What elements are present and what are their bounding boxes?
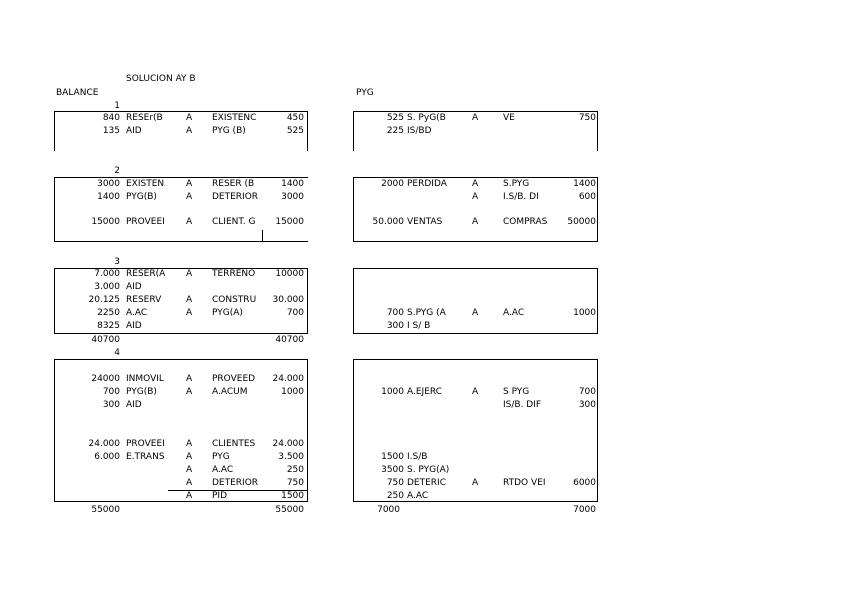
balance-row-contra: PID bbox=[212, 491, 228, 501]
balance-total-left: 55000 bbox=[91, 505, 120, 515]
balance-row-value: 24.000 bbox=[272, 374, 304, 384]
balance-row-amount: 7.000 bbox=[94, 269, 120, 279]
balance-row-account: PROVEEI bbox=[126, 439, 165, 449]
balance-row-amount: 300 bbox=[102, 400, 120, 410]
balance-row-value: 1500 bbox=[281, 491, 304, 501]
balance-row-amount: 840 bbox=[102, 113, 120, 123]
pyg-row-value: 1400 bbox=[573, 179, 596, 189]
balance-row-amount: 8325 bbox=[97, 321, 120, 331]
pyg-row-amount: 3500 bbox=[381, 465, 404, 475]
pyg-row-amount: 50.000 bbox=[372, 217, 404, 227]
balance-row-value: 700 bbox=[286, 308, 304, 318]
balance-row-value: 30.000 bbox=[272, 295, 304, 305]
pyg-row-contra: S.PYG bbox=[503, 179, 530, 189]
pyg-row-a: A bbox=[472, 217, 479, 227]
balance-row-contra: PYG(A) bbox=[212, 308, 243, 318]
section-number: 4 bbox=[114, 348, 120, 358]
balance-row-a: A bbox=[186, 387, 193, 397]
balance-row-amount: 1400 bbox=[97, 192, 120, 202]
pyg-row-account: I S/ B bbox=[407, 321, 431, 331]
pyg-row-account: S.PYG (A bbox=[407, 308, 446, 318]
balance-row-contra: RESER (B bbox=[212, 179, 255, 189]
balance-row-a: A bbox=[186, 465, 193, 475]
balance-row-amount: 6.000 bbox=[94, 452, 120, 462]
sheet-title: SOLUCION AY B bbox=[126, 74, 196, 84]
balance-row-contra: A.ACUM bbox=[212, 387, 248, 397]
balance-row-contra: CONSTRU bbox=[212, 295, 257, 305]
balance-row-account: AID bbox=[126, 282, 142, 292]
balance-row-contra: TERRENO bbox=[212, 269, 256, 279]
pyg-row-account: A.AC bbox=[407, 491, 429, 501]
pyg-row-value: 600 bbox=[578, 192, 596, 202]
balance-row-amount: 3000 bbox=[97, 179, 120, 189]
balance-row-a: A bbox=[186, 217, 193, 227]
pyg-row-contra: VE bbox=[503, 113, 515, 123]
pyg-row-contra: RTDO VEI bbox=[503, 478, 546, 488]
pyg-row-amount: 250 bbox=[386, 491, 404, 501]
pyg-row-amount: 1500 bbox=[381, 452, 404, 462]
pyg-row-account: I.S/B bbox=[407, 452, 428, 462]
pyg-row-a: A bbox=[472, 113, 479, 123]
balance-row-amount: 24.000 bbox=[88, 439, 120, 449]
pyg-row-value: 300 bbox=[578, 400, 596, 410]
balance-row-a: A bbox=[186, 269, 193, 279]
pyg-row-amount: 225 bbox=[386, 126, 404, 136]
pyg-row-account: VENTAS bbox=[407, 217, 443, 227]
balance-row-a: A bbox=[186, 491, 193, 501]
pyg-row-a: A bbox=[472, 387, 479, 397]
section-number: 1 bbox=[114, 101, 120, 111]
balance-row-value: 10000 bbox=[275, 269, 304, 279]
balance-row-a: A bbox=[186, 295, 193, 305]
balance-row-amount: 2250 bbox=[97, 308, 120, 318]
balance-total-right: 55000 bbox=[275, 505, 304, 515]
cell-border-fragment bbox=[168, 490, 308, 491]
balance-row-amount: 24000 bbox=[91, 374, 120, 384]
pyg-row-a: A bbox=[472, 192, 479, 202]
balance-row-contra: CLIENTES bbox=[212, 439, 256, 449]
pyg-row-amount: 300 bbox=[386, 321, 404, 331]
balance-row-value: 525 bbox=[286, 126, 304, 136]
balance-row-value: 3.500 bbox=[278, 452, 304, 462]
pyg-row-a: A bbox=[472, 308, 479, 318]
pyg-row-contra: I.S/B. DI bbox=[503, 192, 539, 202]
pyg-row-a: A bbox=[472, 179, 479, 189]
balance-row-account: RESEr(B bbox=[126, 113, 163, 123]
balance-row-amount: 3.000 bbox=[94, 282, 120, 292]
pyg-row-account: IS/BD bbox=[407, 126, 432, 136]
balance-row-value: 450 bbox=[286, 113, 304, 123]
pyg-row-value: 700 bbox=[578, 387, 596, 397]
balance-row-account: PROVEEI bbox=[126, 217, 165, 227]
balance-row-a: A bbox=[186, 452, 193, 462]
balance-row-account: INMOVIL bbox=[126, 374, 164, 384]
balance-row-amount: 135 bbox=[102, 126, 120, 136]
balance-row-account: PYG(B) bbox=[126, 192, 157, 202]
pyg-row-amount: 700 bbox=[386, 308, 404, 318]
pyg-row-account: A.EJERC bbox=[407, 387, 442, 397]
balance-row-account: AID bbox=[126, 321, 142, 331]
balance-total-right: 40700 bbox=[275, 335, 304, 345]
balance-row-a: A bbox=[186, 439, 193, 449]
pyg-row-amount: 750 bbox=[386, 478, 404, 488]
pyg-row-account: PERDIDA bbox=[407, 179, 447, 189]
balance-row-account: AID bbox=[126, 400, 142, 410]
balance-row-value: 24.000 bbox=[272, 439, 304, 449]
balance-row-account: EXISTEN bbox=[126, 179, 165, 189]
balance-row-value: 1000 bbox=[281, 387, 304, 397]
balance-row-contra: DETERIOR bbox=[212, 192, 259, 202]
balance-row-a: A bbox=[186, 113, 193, 123]
balance-row-account: E.TRANS bbox=[126, 452, 165, 462]
pyg-row-amount: 1000 bbox=[381, 387, 404, 397]
balance-row-contra: A.AC bbox=[212, 465, 234, 475]
pyg-row-account: S. PyG(B bbox=[407, 113, 446, 123]
balance-row-value: 250 bbox=[286, 465, 304, 475]
balance-row-amount: 700 bbox=[102, 387, 120, 397]
pyg-row-contra: IS/B. DIF bbox=[503, 400, 542, 410]
balance-row-contra: PYG bbox=[212, 452, 230, 462]
balance-row-a: A bbox=[186, 126, 193, 136]
balance-row-a: A bbox=[186, 192, 193, 202]
balance-row-value: 3000 bbox=[281, 192, 304, 202]
pyg-row-a: A bbox=[472, 478, 479, 488]
balance-row-account: RESERV bbox=[126, 295, 162, 305]
balance-row-a: A bbox=[186, 308, 193, 318]
balance-row-account: RESER(A bbox=[126, 269, 166, 279]
pyg-row-value: 6000 bbox=[573, 478, 596, 488]
balance-row-a: A bbox=[186, 179, 193, 189]
balance-row-account: PYG(B) bbox=[126, 387, 157, 397]
balance-row-account: A.AC bbox=[126, 308, 148, 318]
balance-row-value: 750 bbox=[286, 478, 304, 488]
section-number: 3 bbox=[114, 257, 120, 267]
balance-row-a: A bbox=[186, 374, 193, 384]
balance-row-contra: PROVEED bbox=[212, 374, 256, 384]
pyg-row-account: DETERIC bbox=[407, 478, 446, 488]
balance-row-a: A bbox=[186, 478, 193, 488]
balance-row-account: AID bbox=[126, 126, 142, 136]
pyg-total-left: 7000 bbox=[377, 505, 400, 515]
section-number: 2 bbox=[114, 166, 120, 176]
balance-row-contra: EXISTENC bbox=[212, 113, 257, 123]
pyg-row-contra: COMPRAS bbox=[503, 217, 548, 227]
pyg-row-contra: S PYG bbox=[503, 387, 530, 397]
pyg-row-amount: 2000 bbox=[381, 179, 404, 189]
balance-row-amount: 20.125 bbox=[88, 295, 120, 305]
pyg-total-right: 7000 bbox=[573, 505, 596, 515]
balance-row-contra: CLIENT. G bbox=[212, 217, 256, 227]
pyg-heading: PYG bbox=[356, 88, 374, 98]
balance-total-left: 40700 bbox=[91, 335, 120, 345]
cell-border-fragment bbox=[262, 230, 263, 242]
pyg-row-value: 1000 bbox=[573, 308, 596, 318]
pyg-row-contra: A.AC bbox=[503, 308, 525, 318]
pyg-row-amount: 525 bbox=[386, 113, 404, 123]
pyg-row-account: S. PYG(A) bbox=[407, 465, 450, 475]
balance-row-value: 1400 bbox=[281, 179, 304, 189]
balance-row-amount: 15000 bbox=[91, 217, 120, 227]
balance-row-contra: PYG (B) bbox=[212, 126, 246, 136]
pyg-row-value: 750 bbox=[578, 113, 596, 123]
balance-heading: BALANCE bbox=[56, 88, 99, 98]
pyg-row-value: 50000 bbox=[567, 217, 596, 227]
balance-row-contra: DETERIOR bbox=[212, 478, 259, 488]
balance-row-value: 15000 bbox=[275, 217, 304, 227]
